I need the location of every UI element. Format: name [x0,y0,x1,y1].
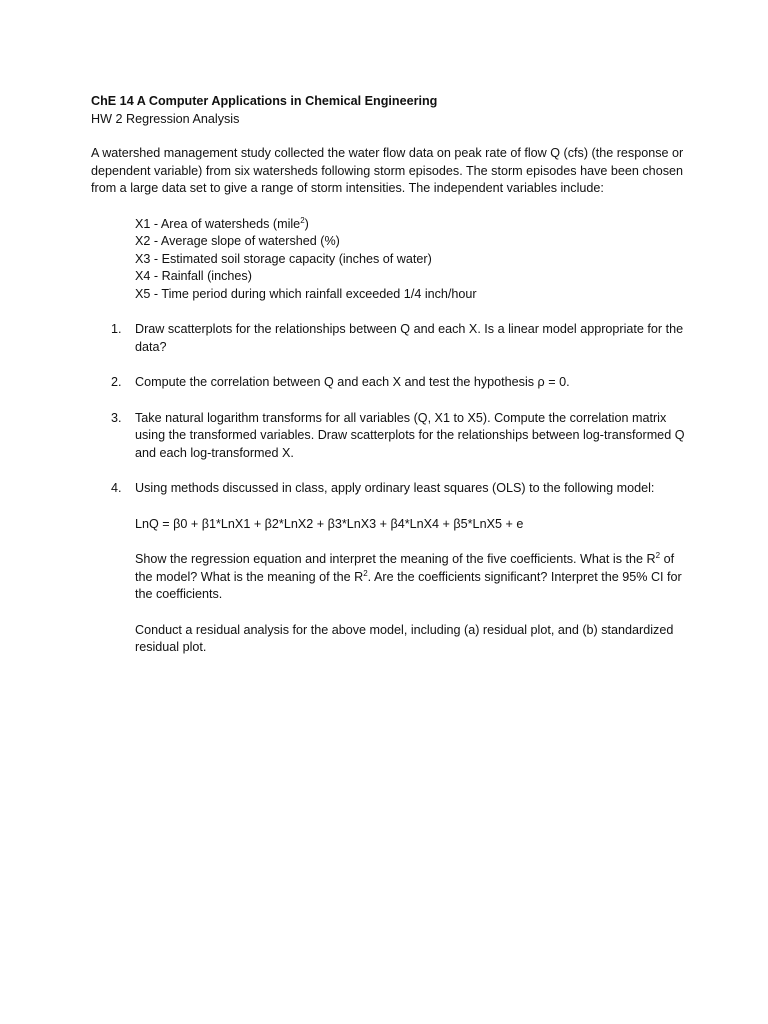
regression-equation: LnQ = β0 + β1*LnX1 + β2*LnX2 + β3*LnX3 + β4*LnX4 + β5*LnX5 + e [135,516,524,531]
variable-item-x3: X3 - Estimated soil storage capacity (inches of water) [135,251,432,266]
question-number: 1. [111,322,122,336]
variable-list [135,216,691,304]
variable-item-x2: X2 - Average slope of watershed (%) [135,234,340,248]
intro-paragraph: A watershed management study collected the water flow data on peak rate of flow Q (cfs) (the response or dependent variable) from six watersheds following storm episodes. The storm episodes have been chosen from a large data set to give a range of storm intensities. The independent variables include: [91,146,684,195]
question-text: Draw scatterplots for the relationships between Q and each X. Is a linear model appropriate for the data? [135,322,684,354]
variable-item-x4: X4 - Rainfall (inches) [135,269,252,283]
question-text: Take natural logarithm transforms for all variables (Q, X1 to X5). Compute the correlation matrix using the transformed variables. Draw scatterplots for the relationships between log-transformed Q and each log-transformed X. [135,410,685,460]
q4-paragraph-1 [135,551,691,604]
variable-text: X1 - Area of watersheds (mile [135,216,301,231]
question-item-3 [91,410,691,463]
question-item-1 [91,321,691,356]
q4-text-a: Show the regression equation and interpret the meaning of the five coefficients. What is the R [135,552,656,566]
question-text: Compute the correlation between Q and each X and test the hypothesis ρ = 0. [135,375,570,389]
variable-item-x1 [135,216,691,234]
question-item-4 [91,480,691,657]
q4-text-c: . Are the coefficients significant? Interpret the 95% CI for the coefficients. [135,569,682,601]
question-number: 3. [111,410,122,425]
q4-text-b: of the model? What is the meaning of the R [135,552,675,584]
variable-text-after: ) [304,216,309,231]
superscript: 2 [655,550,661,560]
document-content [91,93,691,675]
question-list [91,321,691,657]
question-number: 2. [111,375,122,389]
question-item-2 [91,374,691,392]
document-title: ChE 14 A Computer Applications in Chemical Engineering [91,94,438,108]
question-number: 4. [111,481,122,495]
document-subtitle: HW 2 Regression Analysis [91,111,240,126]
variable-item-x5: X5 - Time period during which rainfall exceeded 1/4 inch/hour [135,286,477,301]
question-text: Using methods discussed in class, apply ordinary least squares (OLS) to the following model: [135,481,655,495]
superscript: 2 [300,215,305,225]
superscript: 2 [363,568,368,578]
q4-paragraph-2: Conduct a residual analysis for the above model, including (a) residual plot, and (b) standardized residual plot. [135,622,674,654]
